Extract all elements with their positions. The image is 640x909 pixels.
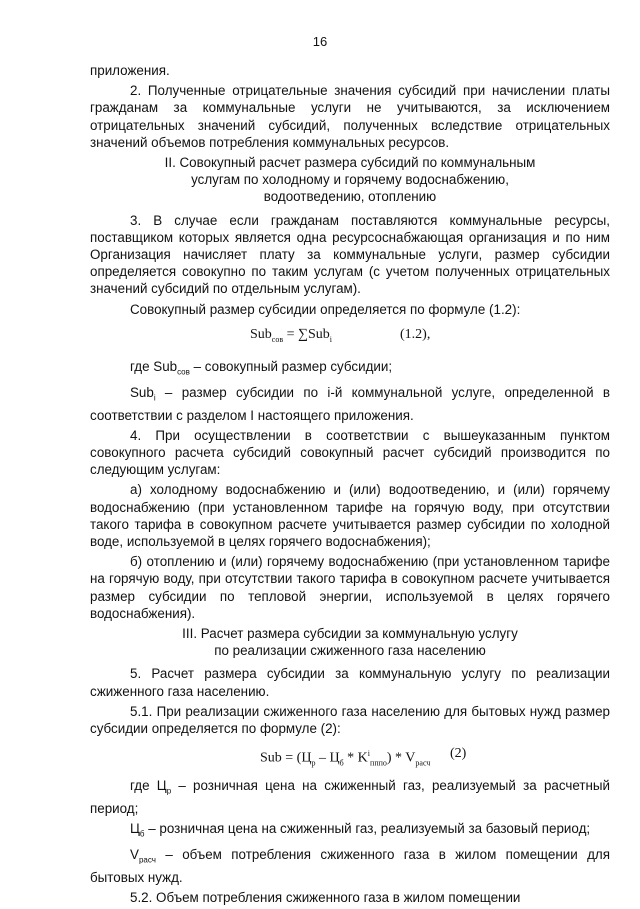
- section-heading-line: по реализации сжиженного газа населению: [214, 643, 486, 659]
- paragraph-4a: а) холодному водоснабжению и (или) водоотведению, и (или) горячему водоснабжению (при установленном тарифе на горячую воду, при отсутствии такого тарифа в совокупном расчете учитывается размер субсидии по холодной воде, используемой в целях горячего водоснабжения);: [90, 482, 610, 550]
- section-heading-line: водоотведению, отоплению: [263, 189, 437, 205]
- paragraph-2: 2. Полученные отрицательные значения субсидий при начислении платы гражданам за коммунальные услуги не учитываются, за исключением отрицательных значений субсидий, полученных вследствие отрицательных значений объемов потребления коммунальных ресурсов.: [90, 83, 610, 150]
- definition-price-current: где $Ц_р$ – розничная цена на сжиженный газ, реализуемый за расчетный период;: [90, 778, 610, 817]
- paragraph-continuation: приложения.: [90, 63, 170, 78]
- section-heading-2: [90, 154, 610, 206]
- paragraph-5-1: 5.1. При реализации сжиженного газа населению для бытовых нужд размер субсидии определяется по формуле (2):: [90, 703, 610, 737]
- paragraph-5-2: 5.2. Объем потребления сжиженного газа в жилом помещении: [130, 890, 521, 906]
- section-heading-3: [90, 625, 610, 659]
- formula-1-2: [90, 326, 610, 348]
- page-number: 16: [312, 34, 328, 49]
- formula-expression: Sub = $(Ц_р - Ц_б * K^i_{пппо}) * V_{расч}$: [260, 749, 431, 768]
- formula-2: [90, 745, 610, 767]
- paragraph-5: 5. Расчет размера субсидии за коммунальную услугу по реализации сжиженного газа населению.: [90, 666, 610, 699]
- section-heading-line: III. Расчет размера субсидии за коммунальную услугу: [182, 626, 518, 642]
- section-heading-line: услугам по холодному и горячему водоснабжению,: [191, 172, 509, 188]
- paragraph-4b: б) отоплению и (или) горячему водоснабжению (при установленном тарифе на горячую воду, при отсутствии такого тарифа в совокупном расчете учитывается размер субсидии по тепловой энергии, используемой в целях горячего водоснабжения).: [90, 554, 610, 621]
- definition-sub-cov: где Sub$_{сов}$ – совокупный размер субсидии;: [130, 358, 393, 377]
- formula-expression: Sub$_{сов}$ = ∑Sub$_i$: [250, 326, 333, 344]
- formula-number: (2): [450, 746, 467, 762]
- paragraph-3: 3. В случае если гражданам поставляются коммунальные ресурсы, поставщиком которых является одна ресурсоснабжающая организация и по ним Организация начисляет плату за коммунальные услуги, размер субсидии определяется совокупно по таким услугам (с учетом полученных отрицательных значений субсидий по отдельным услугам).: [90, 212, 610, 297]
- definition-volume: $V_{расч}$ – объем потребления сжиженного газа в жилом помещении для бытовых нужд.: [90, 847, 610, 886]
- definition-sub-i: Sub$_i$ – размер субсидии по i-й коммунальной услуге, определенной в соответствии с разделом I настоящего приложения.: [90, 384, 610, 423]
- definition-price-base: $Ц_б$ – розничная цена на сжиженный газ, реализуемый за базовый период;: [130, 821, 591, 839]
- paragraph-3-formula-intro: Совокупный размер субсидии определяется по формуле (1.2):: [130, 301, 521, 317]
- document-body: [90, 62, 610, 909]
- paragraph-4: 4. При осуществлении в соответствии с вышеуказанным пунктом совокупного расчета субсидий совокупный расчет субсидий производится по следующим услугам:: [90, 427, 610, 478]
- section-heading-line: II. Совокупный расчет размера субсидий по коммунальным: [164, 155, 536, 171]
- formula-number: (1.2),: [400, 326, 431, 342]
